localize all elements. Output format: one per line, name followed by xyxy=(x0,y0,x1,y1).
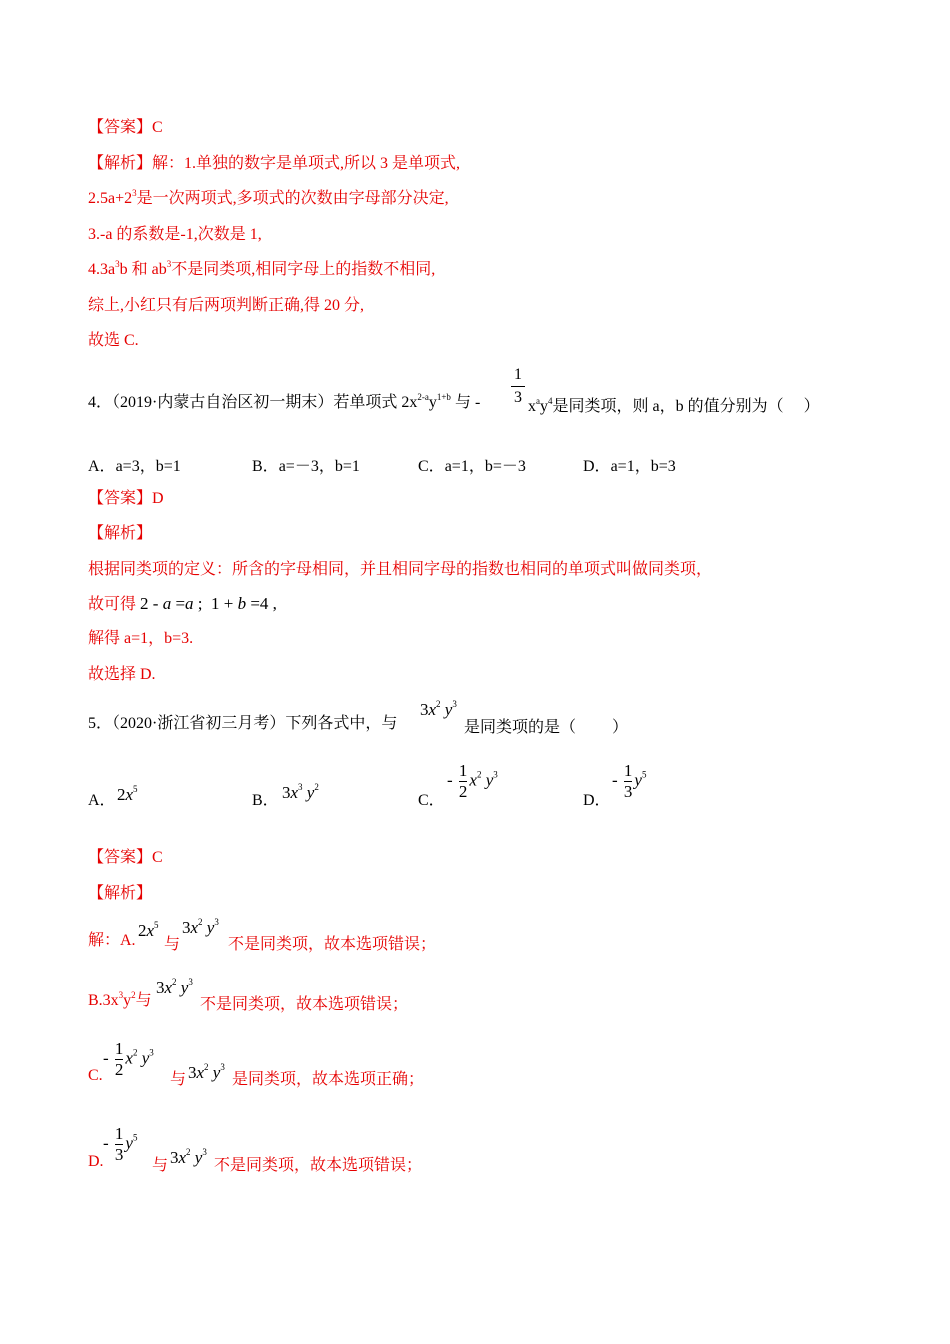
analysis-text: 解：1.单独的数字是单项式,所以 3 是单项式, xyxy=(152,155,461,172)
q5-stem xyxy=(88,714,397,734)
q5-option-c-expr: - $\frac{1}{2}$ $x^2$ $y^3$ xyxy=(447,761,498,801)
q5-analysis-d-expr1: - $\frac{1}{3}$ $y^5$ xyxy=(103,1124,138,1164)
q4-solve: 解得 a=1，b=3. xyxy=(88,630,194,647)
analysis-text: 是一次两项式,多项式的次数由字母部分决定, xyxy=(136,190,449,207)
q5-analysis-a-expr1: $2x^5$ xyxy=(138,920,159,940)
q4-analysis-label: 【解析】 xyxy=(88,525,153,542)
q5-analysis-a-mid: 与 xyxy=(164,936,181,953)
analysis-text: 不是同类项,相同字母上的指数不相同, xyxy=(171,261,436,278)
q5-option-c[interactable]: C． xyxy=(418,792,445,809)
question-number: 4． xyxy=(88,394,113,411)
q5-analysis-b: $B.3x^3y^2$与 xyxy=(88,990,152,1009)
minus-sign: - xyxy=(474,394,481,411)
q5-target-term: $3x^2$ $y^3$ xyxy=(420,699,457,719)
q4-option-c[interactable]: C．a=1，b=－3 xyxy=(418,458,526,475)
q5-analysis-d-mid: 与 xyxy=(152,1157,169,1174)
q5-analysis-d: D. xyxy=(88,1153,104,1170)
q5-stem-tail: 是同类项的是（ ） xyxy=(464,719,629,736)
q5-analysis-d-expr2: $3x^2$ $y^3$ xyxy=(170,1147,207,1167)
q5-analysis-c-expr1: - $\frac{1}{2}$ $x^2$ $y^3$ xyxy=(103,1039,154,1079)
q3-analysis-line3: 3.-a 的系数是-1,次数是 1, xyxy=(88,226,262,243)
q5-option-d-expr: - $\frac{1}{3}$ $y^5$ xyxy=(612,761,647,801)
q3-analysis-line5: 综上,小红只有后两项判断正确,得 20 分, xyxy=(88,297,365,314)
expression: $4.3a^3b$ 和 $ab^3$ xyxy=(88,259,172,278)
q5-analysis-c-expr2: $3x^2$ $y^3$ xyxy=(188,1062,225,1082)
q3-analysis-line2 xyxy=(88,189,449,209)
analysis-label: 【解析】 xyxy=(88,155,153,172)
expression: $x^ay^4$ xyxy=(528,396,553,415)
q4-definition: 根据同类项的定义：所含的字母相同，并且相同字母的指数也相同的单项式叫做同类项， xyxy=(88,561,713,578)
q4-stem-tail xyxy=(528,393,820,416)
q5-analysis-a-suffix: 不是同类项，故本选项错误； xyxy=(228,936,437,953)
q5-analysis-d-suffix: 不是同类项，故本选项错误； xyxy=(214,1157,423,1174)
q3-answer: 【答案】C xyxy=(88,119,163,136)
q5-option-b-expr: $3x^3$ $y^2$ xyxy=(282,782,319,802)
question-number: 5． xyxy=(88,715,113,732)
q3-analysis-line6: 故选 C. xyxy=(88,332,139,349)
q5-option-b[interactable]: B． xyxy=(252,792,279,809)
q4-choose: 故选择 D. xyxy=(88,666,156,683)
derive-prefix: 故可得 xyxy=(88,596,137,613)
expression: $2.5a+2^3$ xyxy=(88,188,137,207)
q5-analysis-a: 解：A. xyxy=(88,932,136,949)
equation: 2 - a =a ; 1 + b =4 , xyxy=(140,594,277,613)
q5-option-a[interactable]: A． xyxy=(88,792,116,809)
question-source: （2020·浙江省初三月考）下列各式中，与 xyxy=(112,715,398,732)
q4-derivation xyxy=(88,594,277,615)
q4-option-a[interactable]: A．a=3，b=1 xyxy=(88,458,181,475)
q4-option-b[interactable]: B．a=－3，b=1 xyxy=(252,458,360,475)
q4-fraction: 1 3 xyxy=(511,366,525,407)
q3-analysis-line1 xyxy=(88,154,460,174)
q5-answer: 【答案】C xyxy=(88,849,163,866)
conjunction: 与 xyxy=(454,394,471,411)
q5-analysis-c: C. xyxy=(88,1067,103,1084)
q4-option-d[interactable]: D．a=1，b=3 xyxy=(583,458,676,475)
q5-analysis-b-suffix: 不是同类项，故本选项错误； xyxy=(200,996,409,1013)
q3-analysis-line4 xyxy=(88,260,435,280)
q5-analysis-a-expr2: $3x^2$ $y^3$ xyxy=(182,917,219,937)
q4-stem xyxy=(88,393,480,413)
expression: $2x^{2-a}y^{1+b}$ xyxy=(401,392,451,411)
q5-analysis-c-mid: 与 xyxy=(170,1071,187,1088)
question-tail: 是同类项，则 a，b 的值分别为（ ） xyxy=(552,398,820,415)
q5-analysis-label: 【解析】 xyxy=(88,885,153,902)
q5-analysis-b-expr: $3x^2$ $y^3$ xyxy=(156,977,193,997)
question-source: （2019·内蒙古自治区初一期末）若单项式 xyxy=(112,394,398,411)
q4-answer: 【答案】D xyxy=(88,490,164,507)
q5-option-a-expr: $2x^5$ xyxy=(117,784,138,804)
q5-analysis-c-suffix: 是同类项，故本选项正确； xyxy=(232,1071,425,1088)
q5-option-d[interactable]: D． xyxy=(583,792,611,809)
